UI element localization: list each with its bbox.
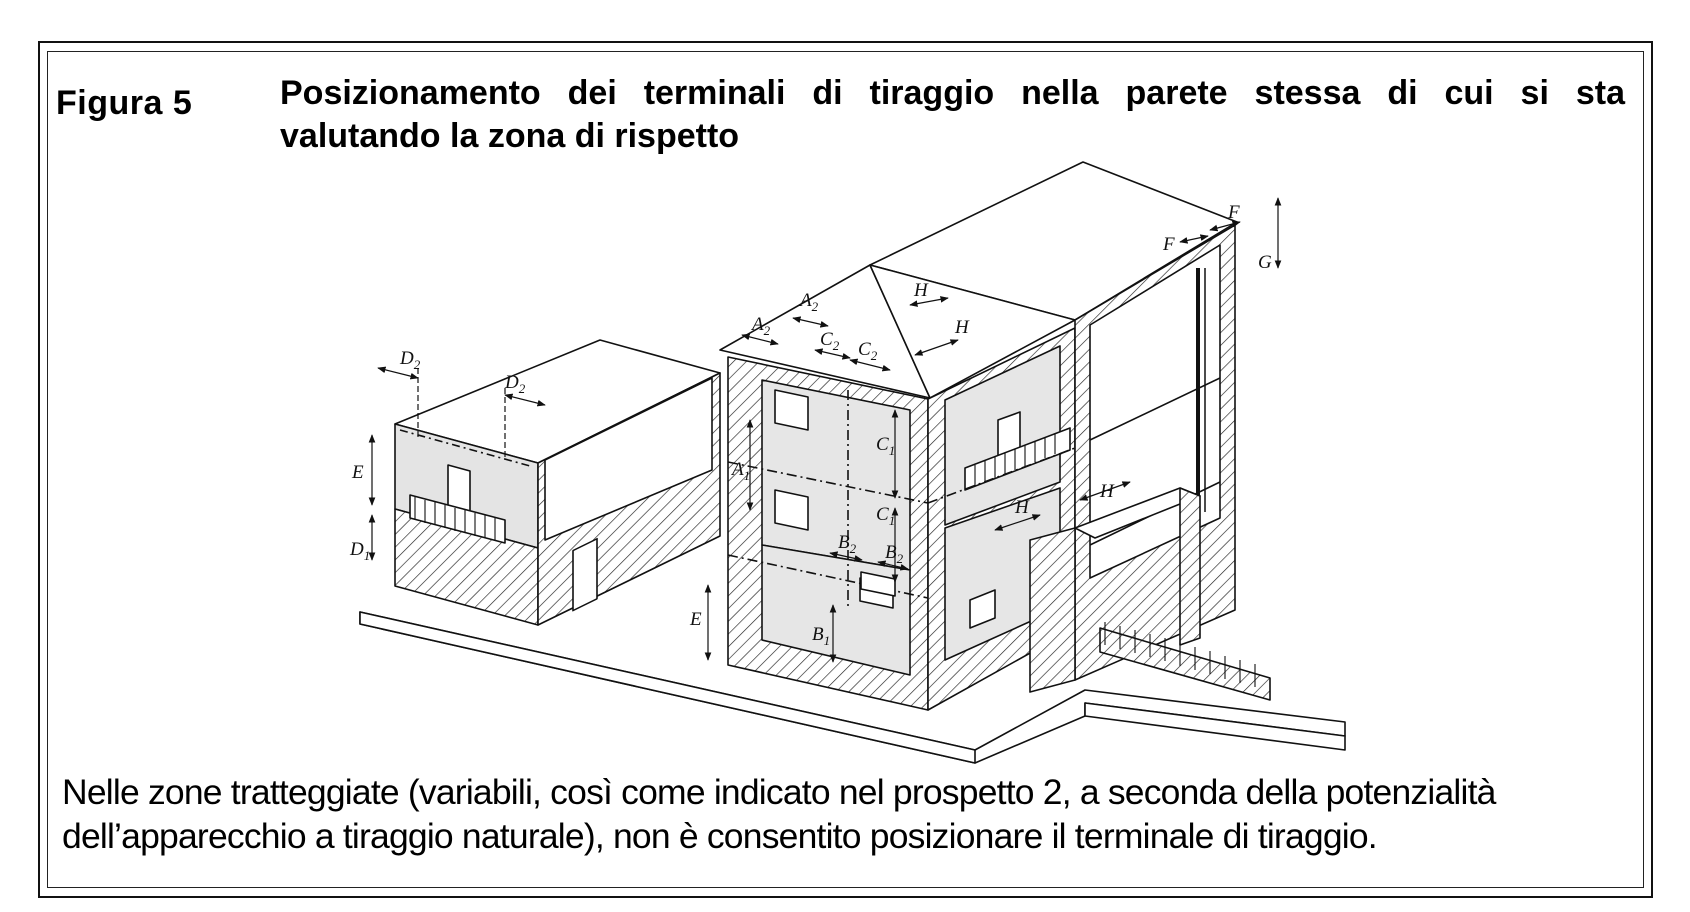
dim-h-roof-top: H (914, 280, 928, 301)
dim-f-left: F (1163, 234, 1175, 255)
dim-a1: $A_1$ (732, 459, 751, 483)
dim-c2-right: $C_2$ (858, 339, 878, 363)
figure-caption (62, 770, 1632, 858)
figure-title-line1: Posizionamento dei terminali di tiraggio nella parete stessa di cui si sta (280, 74, 1625, 112)
figure-title-line2: valutando la zona di rispetto (280, 117, 740, 155)
caption-line1: Nelle zone tratteggiate (variabili, così come indicato nel prospetto 2, a seconda della potenzialità (62, 772, 1496, 812)
dim-h-roof-right: H (955, 317, 969, 338)
dim-c1-top: $C_1$ (876, 434, 896, 458)
dim-d2-left: $D_2$ (400, 348, 421, 372)
central-window-2 (775, 490, 808, 530)
dim-d1: $D_1$ (350, 539, 371, 563)
dim-h-balcony: H (1015, 497, 1029, 518)
dim-g: G (1258, 252, 1272, 273)
dim-c1-bottom: $C_1$ (876, 504, 896, 528)
figure-label: Figura 5 (56, 84, 193, 122)
caption-line2: dell’apparecchio a tiraggio naturale), non è consentito posizionare il terminale di tiraggio. (62, 816, 1377, 856)
dim-b1: $B_1$ (812, 624, 831, 648)
dim-a2-left: $A_2$ (752, 314, 771, 338)
dim-e-center: E (690, 609, 702, 630)
dim-b2-left: $B_2$ (838, 532, 857, 556)
dim-c2-left: $C_2$ (820, 329, 840, 353)
dim-f-right: F (1228, 202, 1240, 223)
dim-h-wall: H (1100, 481, 1114, 502)
dim-d2-right: $D_2$ (505, 372, 526, 396)
dim-e-left: E (352, 462, 364, 483)
dim-a2-top: $A_2$ (800, 290, 819, 314)
central-window-1 (775, 390, 808, 430)
dim-b2-right: $B_2$ (885, 542, 904, 566)
right-low-wall (1030, 528, 1075, 692)
left-building (395, 340, 720, 625)
